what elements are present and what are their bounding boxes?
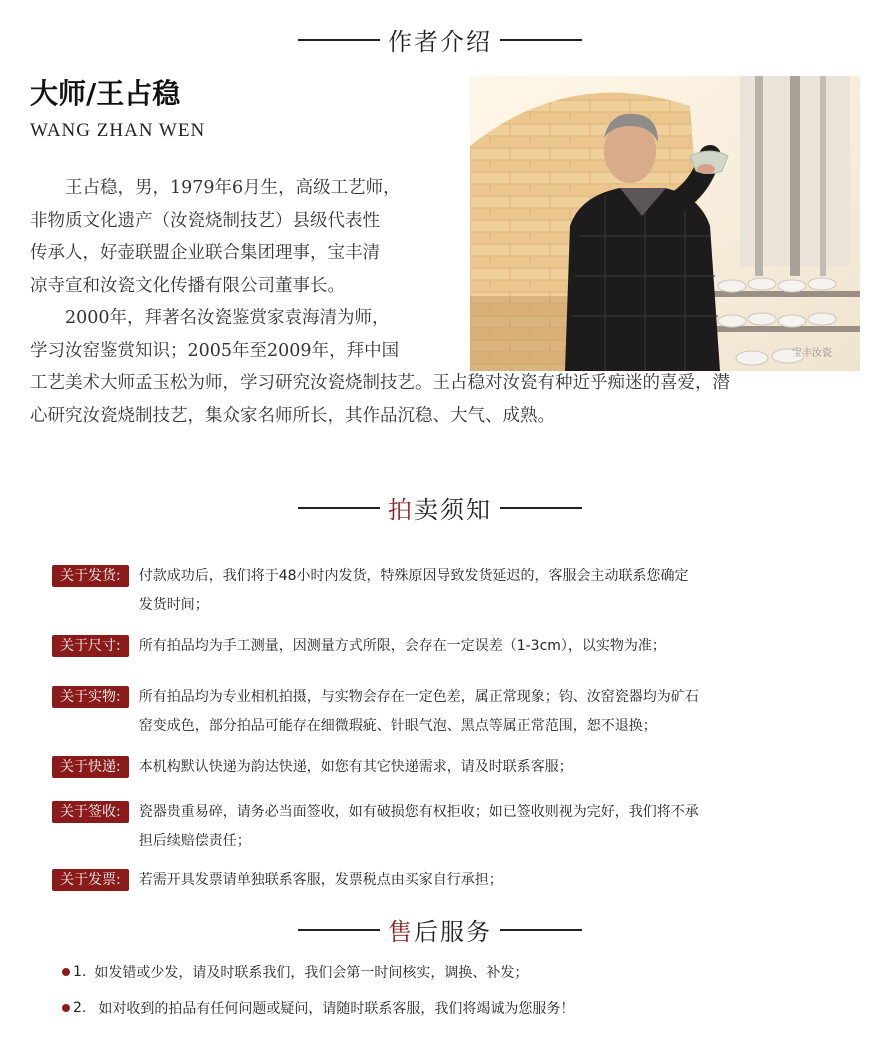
- after-sales-text: 如发错或少发，请及时联系我们，我们会第一时间核实，调换、补发；: [94, 965, 529, 981]
- after-sales-num: 1.: [73, 964, 87, 980]
- title-highlight: 售: [388, 918, 414, 946]
- after-sales-item: [62, 998, 574, 1018]
- notice-line: 窑变成色，部分拍品可能存在细微瑕疵、针眼气泡、黑点等属正常范围，恕不退换；: [138, 718, 657, 734]
- title-rest: 卖须知: [414, 496, 492, 524]
- notice-tag: 关于实物:: [52, 686, 129, 708]
- bio-line: 工艺美术大师孟玉松为师，学习研究汝瓷烧制技艺。王占稳对汝瓷有种近乎痴迷的喜爱，潜: [30, 373, 730, 393]
- notice-text: [139, 562, 689, 620]
- notice-line: 本机构默认快递为韵达快递，如您有其它快递需求，请及时联系客服；: [138, 759, 573, 775]
- notice-text: [139, 798, 699, 856]
- notice-shipping: [52, 562, 689, 620]
- bio-line: 学习汝窑鉴赏知识；2005年至2009年，拜中国: [30, 340, 400, 361]
- notice-line: 瓷器贵重易碎，请务必当面签收，如有破损您有权拒收；如已签收则视为完好，我们将不承: [138, 804, 699, 820]
- bio-line: 传承人，好壶联盟企业联合集团理事，宝丰清: [30, 243, 380, 263]
- title-rule-right: [500, 507, 582, 509]
- bio-line: 王占稳，男，1979年6月生，高级工艺师，: [65, 178, 401, 198]
- notice-line: 若需开具发票请单独联系客服，发票税点由买家自行承担；: [138, 872, 503, 888]
- after-sales-section-title-text: [388, 912, 492, 947]
- notice-size: [52, 632, 666, 661]
- author-section-title: [0, 22, 880, 57]
- bio-line: 非物质文化遗产（汝瓷烧制技艺）县级代表性: [30, 210, 380, 231]
- notice-tag: 关于发货:: [52, 565, 129, 587]
- auction-section-title-text: [388, 490, 492, 525]
- notice-invoice: [52, 866, 503, 895]
- title-rule-right: [500, 929, 582, 931]
- author-pinyin: WANG ZHAN WEN: [30, 120, 206, 141]
- author-photo: [470, 76, 860, 371]
- title-rule-left: [298, 507, 380, 509]
- title-rule-left: [298, 929, 380, 931]
- notice-tag: 关于尺寸:: [52, 635, 129, 657]
- notice-courier: [52, 753, 573, 782]
- notice-tag: 关于签收:: [52, 801, 129, 823]
- notice-receipt: [52, 798, 699, 856]
- notice-text: [139, 683, 699, 741]
- auction-section-title: [0, 490, 880, 525]
- photo-watermark: 宝丰汝瓷: [792, 348, 832, 359]
- after-sales-item: [62, 962, 528, 982]
- bio-line: 凉寺宣和汝瓷文化传播有限公司董事长。: [30, 275, 345, 296]
- author-section-title-text: 作者介绍: [388, 28, 492, 56]
- notice-line: 发货时间；: [138, 597, 209, 613]
- notice-line: 所有拍品均为专业相机拍摄，与实物会存在一定色差，属正常现象；钧、汝窑瓷器均为矿石: [138, 689, 699, 705]
- notice-tag: 关于快递:: [52, 756, 129, 778]
- title-highlight: 拍: [388, 496, 414, 524]
- title-rest: 后服务: [414, 918, 492, 946]
- notice-text: [139, 866, 503, 895]
- notice-text: [139, 753, 573, 782]
- notice-tag: 关于发票:: [52, 869, 129, 891]
- bullet-dot-icon: [62, 1004, 70, 1012]
- after-sales-text: 如对收到的拍品有任何问题或疑问，请随时联系客服，我们将竭诚为您服务！: [98, 1001, 575, 1017]
- notice-line: 担后续赔偿责任；: [138, 833, 251, 849]
- author-name: 大师/王占稳: [30, 77, 181, 110]
- bullet-dot-icon: [62, 968, 70, 976]
- after-sales-section-title: [0, 912, 880, 947]
- notice-line: 所有拍品均为手工测量，因测量方式所限，会存在一定误差（1-3cm），以实物为准；: [138, 638, 666, 654]
- title-rule-right: [500, 39, 582, 41]
- notice-line: 付款成功后，我们将于48小时内发货，特殊原因导致发货延迟的，客服会主动联系您确定: [138, 568, 689, 584]
- after-sales-num: 2.: [73, 1000, 87, 1016]
- bio-line: 心研究汝瓷烧制技艺，集众家名师所长，其作品沉稳、大气、成熟。: [30, 405, 555, 426]
- bio-line: 2000年，拜著名汝瓷鉴赏家袁海清为师，: [65, 308, 390, 328]
- notice-item: [52, 683, 699, 741]
- notice-text: [139, 632, 666, 661]
- title-rule-left: [298, 39, 380, 41]
